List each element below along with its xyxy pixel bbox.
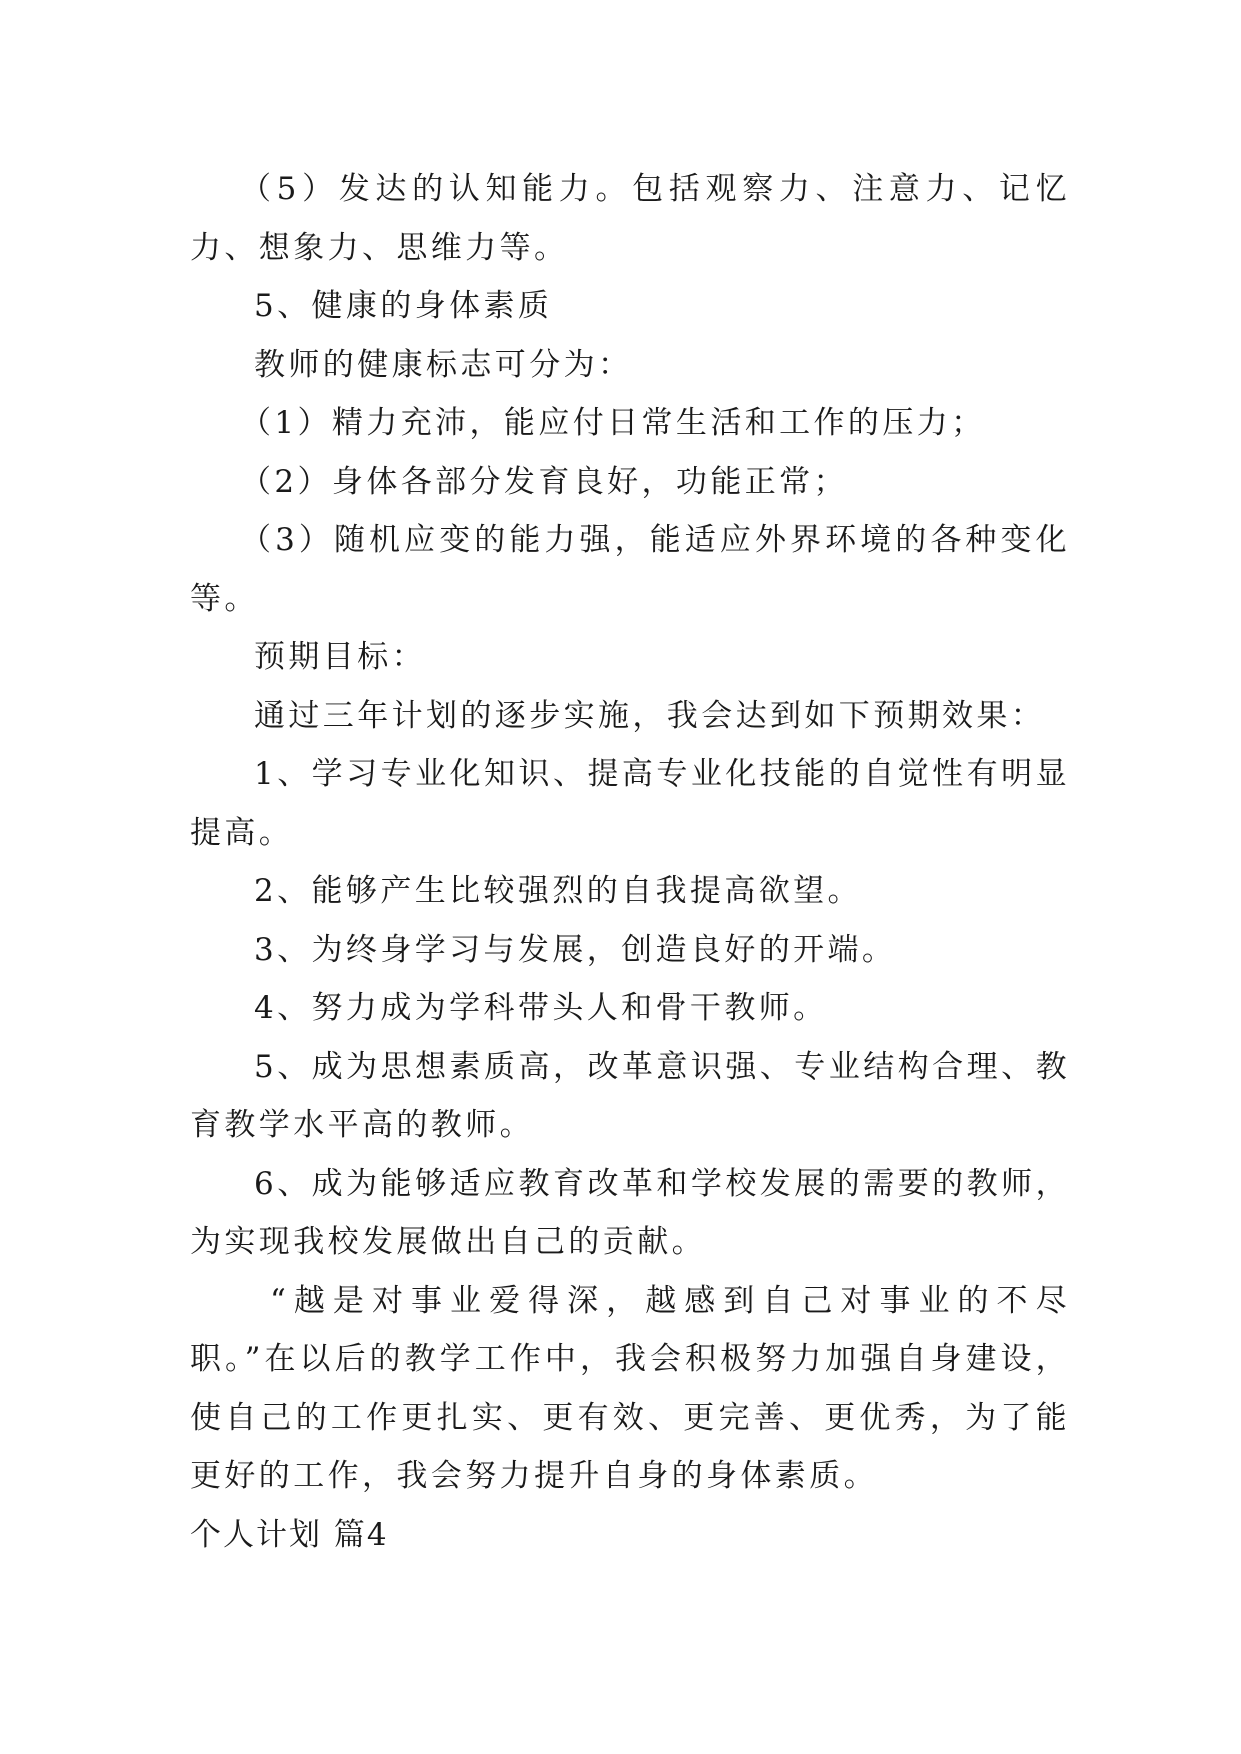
- list-item-goal-6: 6、成为能够适应教育改革和学校发展的需要的教师，为实现我校发展做出自己的贡献。: [190, 1165, 1070, 1260]
- paragraph-cognitive-ability: （5）发达的认知能力。包括观察力、注意力、记忆力、想象力、思维力等。: [190, 171, 1070, 266]
- list-item-health-2: （2）身体各部分发育良好，功能正常；: [240, 463, 848, 500]
- list-item-goal-4: 4、努力成为学科带头人和骨干教师。: [254, 990, 828, 1026]
- list-item-goal-5: 5、成为思想素质高，改革意识强、专业结构合理、教育教学水平高的教师。: [190, 1048, 1070, 1143]
- list-item-goal-1: 1、学习专业化知识、提高专业化技能的自觉性有明显提高。: [190, 756, 1070, 851]
- document-body: [190, 160, 1070, 1564]
- list-item-goal-2: 2、能够产生比较强烈的自我提高欲望。: [254, 873, 862, 909]
- paragraph-health-intro: 教师的健康标志可分为：: [254, 346, 633, 383]
- list-item-health-3: （3）随机应变的能力强，能适应外界环境的各种变化等。: [190, 522, 1070, 617]
- section-heading-expected-goals: 预期目标：: [254, 639, 426, 675]
- section-heading-physical-quality: 5、健康的身体素质: [254, 288, 553, 324]
- section-title-plan-4: 个人计划 篇4: [190, 1516, 389, 1553]
- list-item-goal-3: 3、为终身学习与发展，创造良好的开端。: [254, 931, 897, 968]
- paragraph-goals-intro: 通过三年计划的逐步实施，我会达到如下预期效果：: [254, 697, 1046, 734]
- paragraph-closing-quote: “越是对事业爱得深，越感到自己对事业的不尽职。”在以后的教学工作中，我会积极努力加强自身建设，使自己的工作更扎实、更有效、更完善、更优秀，为了能更好的工作，我会努力提升自身的身体素质。: [190, 1282, 1070, 1494]
- list-item-health-1: （1）精力充沛，能应付日常生活和工作的压力；: [240, 405, 986, 441]
